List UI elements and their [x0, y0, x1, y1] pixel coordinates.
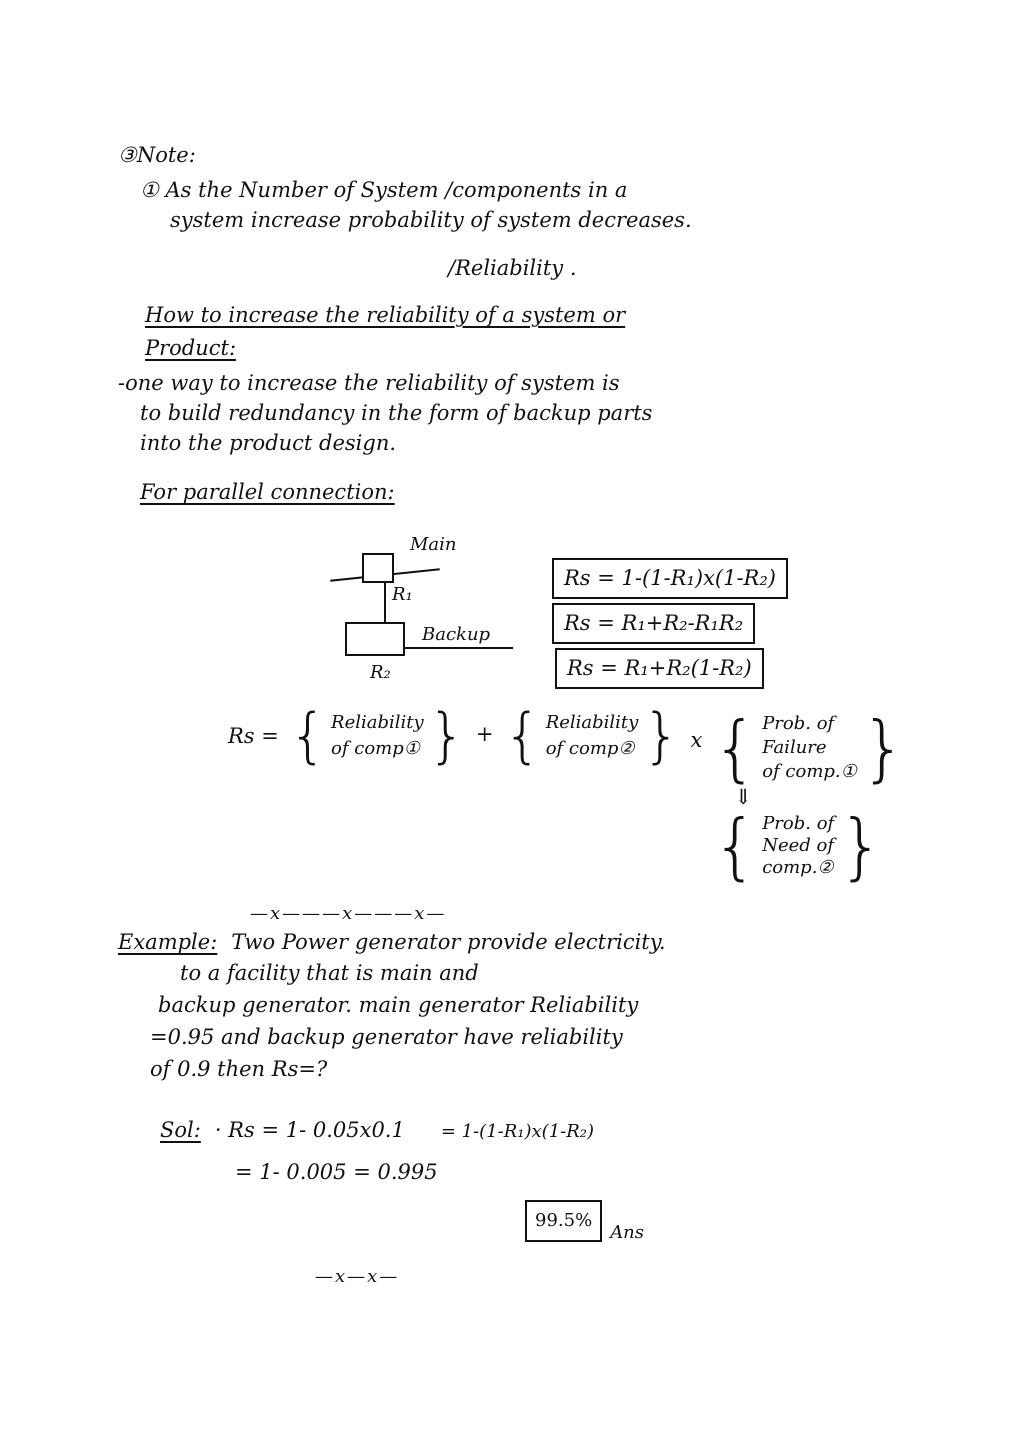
term3-line2: Failure — [762, 737, 827, 758]
term4-group — [712, 804, 885, 888]
term3-group — [712, 706, 907, 790]
how-to-body-1: -one way to increase the reliability of system is — [118, 371, 620, 395]
separator-end: —x—x— — [315, 1266, 400, 1287]
expr-times: x — [690, 728, 703, 752]
expr-lhs: Rs = — [228, 724, 279, 748]
brace: } — [838, 804, 885, 888]
answer-row — [525, 1200, 644, 1242]
how-to-heading: How to increase the reliability of a system or — [145, 303, 626, 327]
brace: } — [642, 701, 681, 771]
answer-box: 99.5% — [525, 1200, 602, 1242]
how-to-heading-2: Product: — [145, 336, 237, 360]
term1-group — [288, 701, 466, 771]
main-box — [362, 553, 394, 583]
example-line3: backup generator. main generator Reliability — [158, 993, 639, 1017]
r1-label: R₁ — [392, 584, 413, 605]
formula-3: Rs = R₁+R₂(1-R₂) — [567, 656, 752, 680]
backup-line — [403, 647, 513, 649]
solution-first-line — [160, 1120, 594, 1141]
formula-box-3 — [555, 648, 764, 689]
solution-formula: = 1-(1-R₁)x(1-R₂) — [440, 1121, 595, 1142]
example-line2: to a facility that is main and — [180, 961, 479, 985]
down-arrow-icon: ⇓ — [734, 785, 752, 809]
r2-label: R₂ — [370, 662, 391, 683]
failure-column — [712, 706, 907, 888]
term2-line1: Reliability — [545, 712, 639, 733]
example-label: Example: — [118, 930, 218, 954]
example-line4: =0.95 and backup generator have reliability — [150, 1025, 623, 1049]
example-line1: Two Power generator provide electricity. — [231, 930, 666, 954]
parallel-heading: For parallel connection: — [140, 480, 395, 504]
brace: { — [712, 804, 759, 888]
backup-box — [345, 622, 405, 656]
answer-tag: Ans — [610, 1222, 645, 1243]
how-to-body-2: to build redundancy in the form of backup parts — [140, 401, 653, 425]
brace: { — [712, 706, 759, 790]
expr-plus: + — [475, 722, 494, 746]
term3-line3: of comp.① — [762, 761, 857, 782]
example-first-line — [118, 932, 666, 953]
brace: } — [860, 706, 907, 790]
brace: } — [427, 701, 466, 771]
connector-line — [384, 582, 386, 622]
note-heading: ③Note: — [118, 143, 196, 167]
solution-label: Sol: — [160, 1118, 201, 1142]
term3-line1: Prob. of — [762, 713, 835, 734]
term1-line1: Reliability — [331, 712, 424, 733]
backup-label: Backup — [422, 624, 491, 645]
solution-step2: = 1- 0.005 = 0.995 — [235, 1160, 438, 1184]
term2-group — [503, 701, 681, 771]
formula-box-1 — [552, 558, 788, 599]
main-label: Main — [410, 534, 457, 555]
example-line5: of 0.9 then Rs=? — [150, 1057, 328, 1081]
note-point1-line1: ① As the Number of System /components in a — [140, 178, 628, 202]
separator: —x———x———x— — [250, 903, 447, 924]
note-point1-line2: system increase probability of system decreases. — [170, 208, 692, 232]
brace: { — [288, 701, 328, 771]
term4-line3: comp.② — [762, 857, 834, 878]
formula-box-2 — [552, 603, 755, 644]
term4-line1: Prob. of — [762, 813, 835, 834]
solution-step1: · Rs = 1- 0.05x0.1 — [214, 1118, 405, 1142]
term1-line2: of comp① — [331, 738, 420, 759]
formula-2: Rs = R₁+R₂-R₁R₂ — [564, 611, 744, 635]
brace: { — [503, 701, 542, 771]
reliability-expression — [228, 701, 907, 888]
how-to-body-3: into the product design. — [140, 431, 397, 455]
term4-line2: Need of — [762, 835, 834, 856]
note-correction: /Reliability . — [448, 256, 577, 280]
term2-line2: of comp② — [545, 738, 635, 759]
formula-1: Rs = 1-(1-R₁)x(1-R₂) — [564, 566, 776, 590]
